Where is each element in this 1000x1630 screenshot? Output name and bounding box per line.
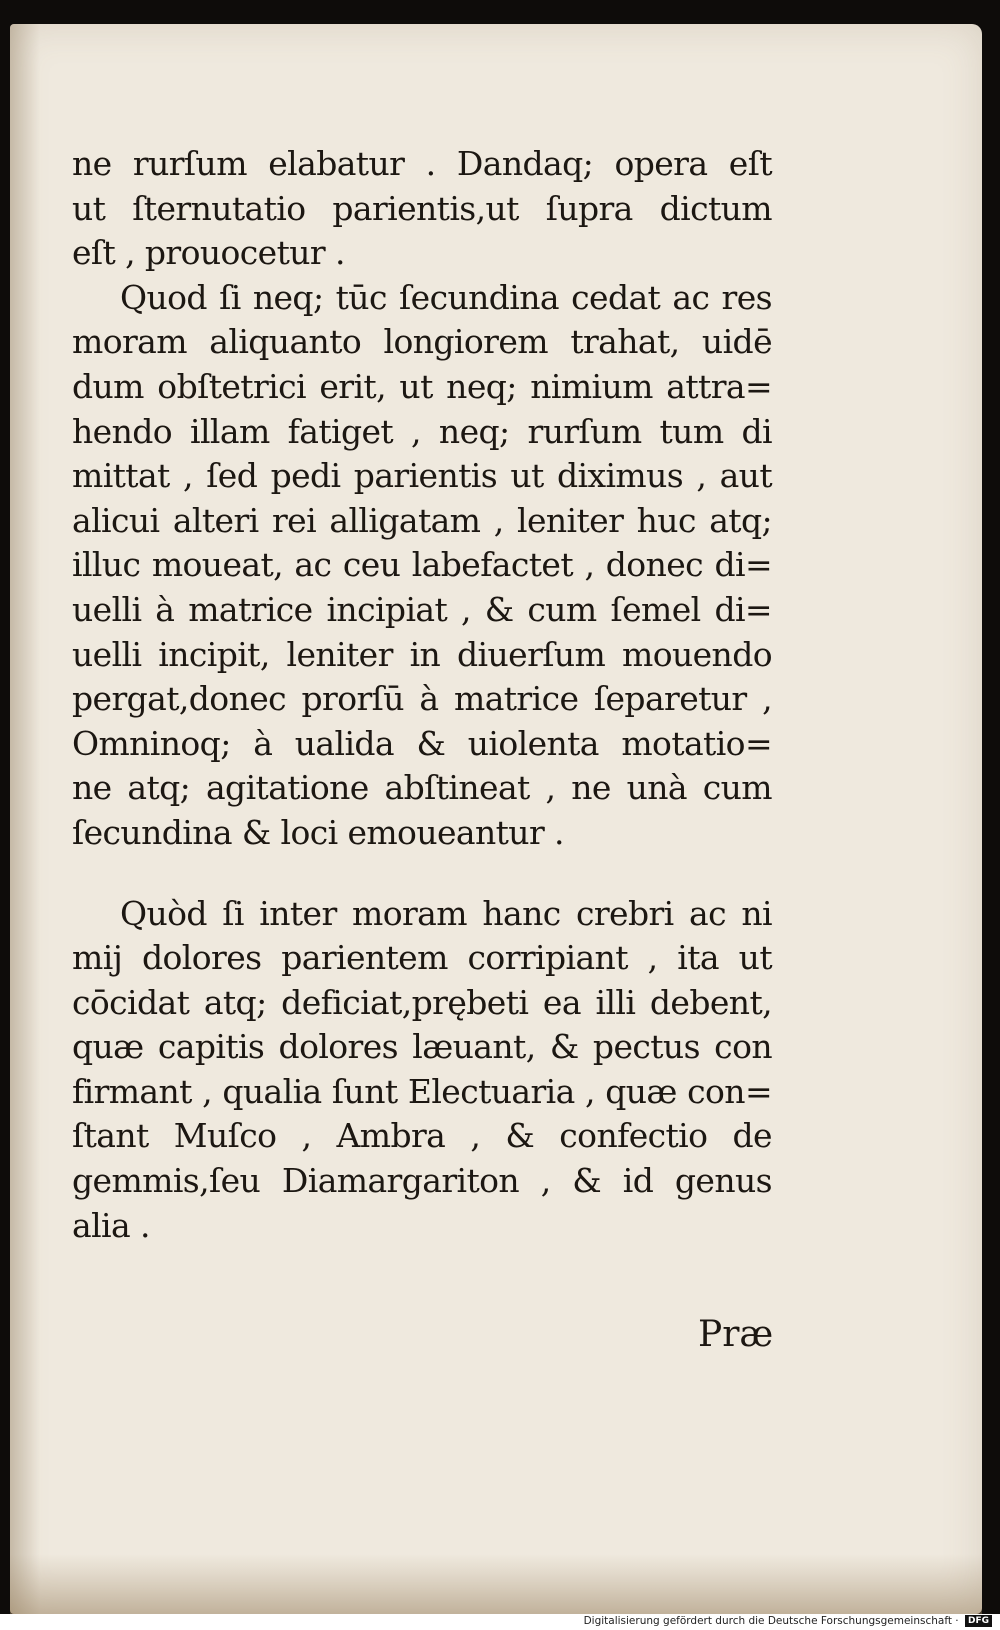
footer-credit-text: Digitalisierung gefördert durch die Deutsche Forschungsgemeinschaft · xyxy=(583,1615,959,1627)
text-line: quæ capitis dolores læuant, & pectus con xyxy=(72,1027,772,1067)
text-line: firmant , qualia ſunt Electuaria , quæ con= xyxy=(72,1071,772,1111)
catchword: Præ xyxy=(698,1314,774,1355)
text-line: uelli à matrice incipiat , & cum ſemel di= xyxy=(72,589,772,629)
text-line: moram aliquanto longiorem trahat, uidē xyxy=(72,322,772,362)
text-line: ſecundina & loci emoueantur . xyxy=(72,812,564,852)
text-line: mij dolores parientem corripiant , ita ut xyxy=(72,938,772,978)
text-line: ſtant Muſco , Ambra , & confectio de xyxy=(72,1116,772,1156)
text-line: pergat,donec prorſū à matrice ſeparetur , xyxy=(72,679,772,719)
text-line: Quòd ſi inter moram hanc crebri ac ni xyxy=(120,893,772,933)
text-line: illuc moueat, ac ceu labefactet , donec di= xyxy=(72,545,772,585)
text-line: uelli incipit, leniter in diuerſum mouendo xyxy=(72,634,772,674)
text-line: alicui alteri rei alligatam , leniter huc atq; xyxy=(72,500,772,540)
text-line: Omninoq; à ualida & uiolenta motatio= xyxy=(72,723,772,763)
text-line: ne rurſum elabatur . Dandaq; opera eſt xyxy=(72,144,772,183)
text-line: dum obſtetrici erit, ut neq; nimium attra= xyxy=(72,366,772,406)
page-shadow-left xyxy=(10,24,40,1614)
dfg-logo-icon: DFG xyxy=(965,1615,992,1627)
page-text xyxy=(72,142,772,1248)
digitization-footer xyxy=(0,1614,1000,1630)
text-line: ut ſternutatio parientis,ut ſupra dictum xyxy=(72,188,772,228)
text-line: alia . xyxy=(72,1205,150,1245)
text-line: ne atq; agitatione abſtineat , ne unà cum xyxy=(72,768,772,808)
text-line: hendo illam fatiget , neq; rurſum tum di xyxy=(72,411,772,451)
book-page xyxy=(10,24,982,1614)
footer-credit xyxy=(584,1615,992,1627)
page-shadow-bottom xyxy=(10,1554,982,1614)
text-line: Quod ſi neq; tūc ſecundina cedat ac res xyxy=(120,277,772,317)
text-line: gemmis,ſeu Diamargariton , & id genus xyxy=(72,1161,772,1201)
paragraph-gap xyxy=(72,856,772,892)
text-line: mittat , ſed pedi parientis ut diximus , aut xyxy=(72,456,772,496)
text-line: eſt , prouocetur . xyxy=(72,233,345,273)
text-line: cōcidat atq; deficiat,prębeti ea illi debent, xyxy=(72,982,772,1022)
